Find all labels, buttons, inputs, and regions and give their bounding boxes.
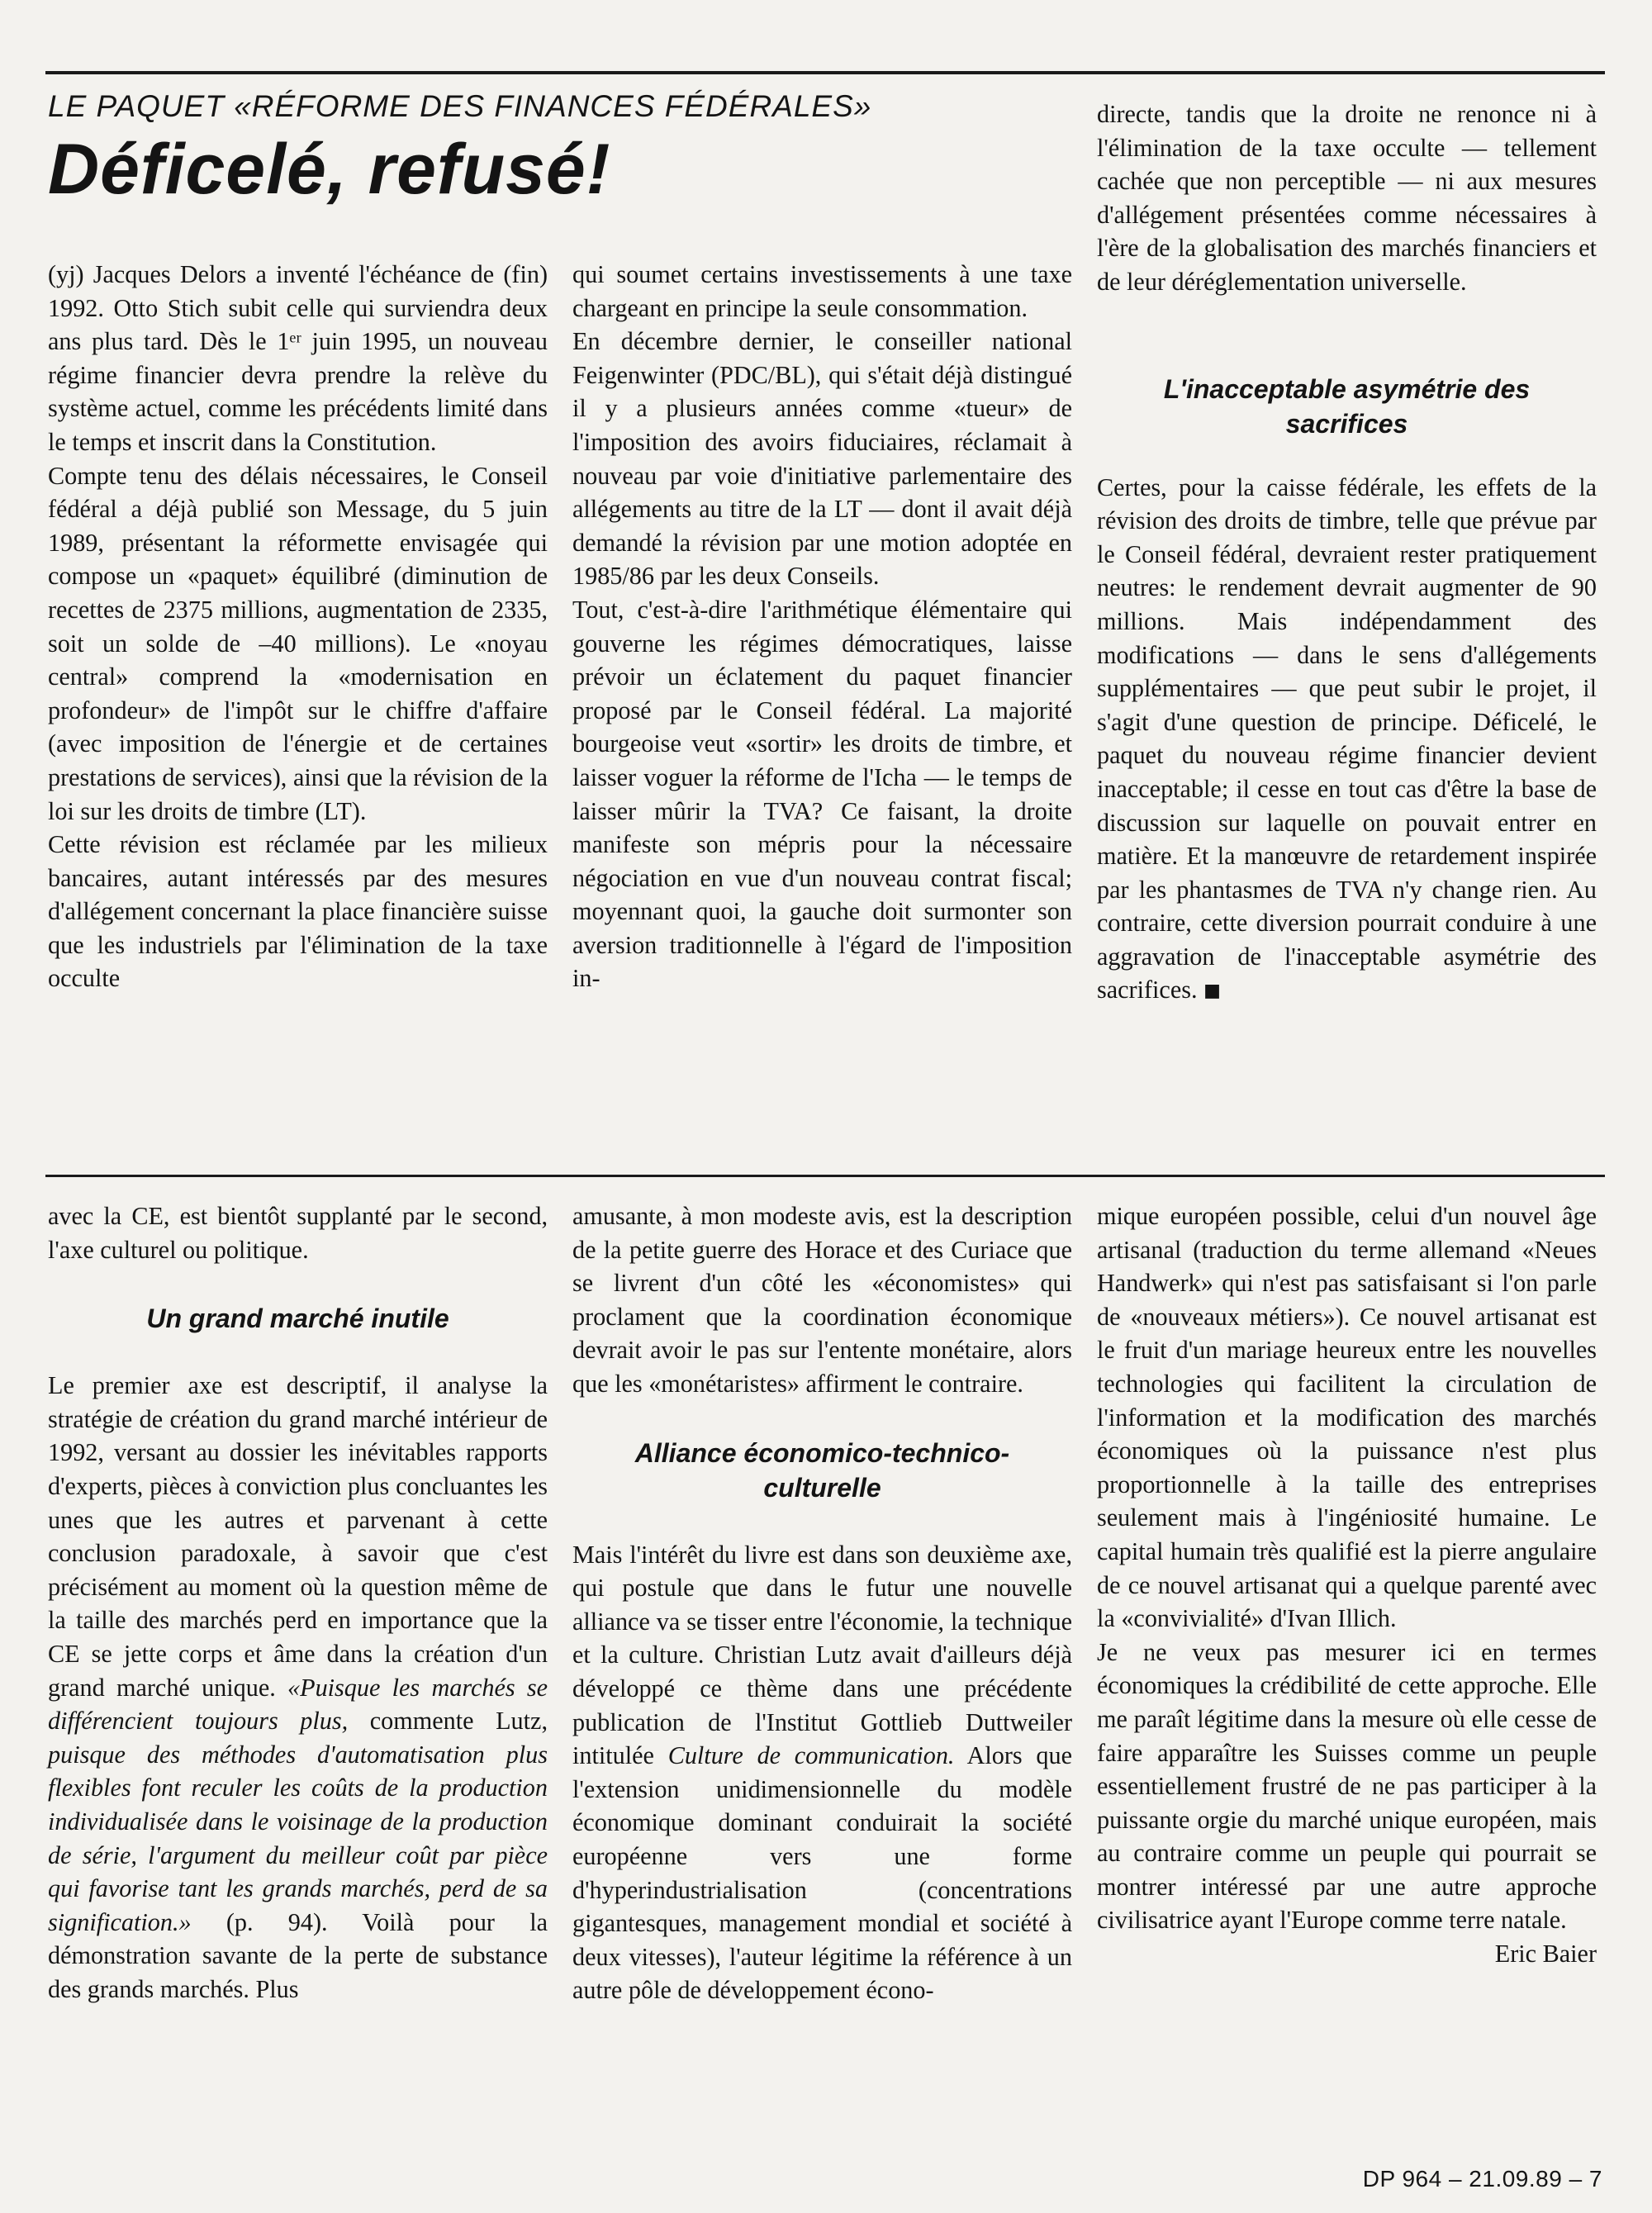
subheading-asymetrie: L'inacceptable asymétrie des sacrifices <box>1163 373 1531 439</box>
paragraph: Compte tenu des délais nécessaires, le Conseil fédéral a déjà publié son Message, du 5 juin 1989, présentant la réformette envisagée qui compose un «paquet» équilibré (diminution de recettes de 2375 millions, augmentation de 2335, soit un solde de –40 millions). Le «noyau central» comprend la «modernisation en profondeur» de l'impôt sur le chiffre d'affaire (avec imposition de l'énergie et de certaines prestations de services), ainsi que la révision de la loi sur les droits de timbre (LT). <box>48 461 548 825</box>
paragraph: amusante, à mon modeste avis, est la description de la petite guerre des Horace et des Curiace que se livrent d'un côté les «économistes» qui proclament que la coordination économique devrait avoir le pas sur l'entente monétaire, alors que les «monétaristes» affirment le contraire. <box>572 1202 1072 1398</box>
paragraph: mique européen possible, celui d'un nouvel âge artisanal (traduction du terme allemand «Neues Handwerk» qui n'est pas satisfaisant si l'on parle de «nouveaux métiers»). Ce nouvel artisanat est le fruit d'un mariage heureux entre les nouvelles technologies qui facilitent la circulation de l'information et la modification des marchés économiques où la puissance n'est plus proportionnelle à la taille des entreprises seulement mais à l'ingéniosité humaine. Le capital humain très qualifié est la pierre angulaire de ce nouvel artisanat qui a quelque parenté avec la «convivialité» d'Ivan Illich. <box>1097 1202 1597 1633</box>
top-column-1 <box>48 258 548 995</box>
bottom-column-2 <box>572 1199 1072 2007</box>
top-column-3 <box>1097 97 1597 1009</box>
top-rule <box>45 71 1605 74</box>
paragraph-text: Le premier axe est descriptif, il analyse la stratégie de création du grand marché intérieur de 1992, versant au dossier les inévitables rapports d'experts, pièces à conviction plus concluantes les unes que les autres et parvenant à cette conclusion paradoxale, à savoir que c'est précisément au moment où la question même de la taille des marchés perd en importance que la CE se jette corps et âme dans la création d'un grand marché unique. <box>48 1371 548 1702</box>
article-kicker: LE PAQUET «RÉFORME DES FINANCES FÉDÉRALES» <box>48 89 872 123</box>
subheading-grand-marche: Un grand marché inutile <box>146 1304 449 1334</box>
paragraph: avec la CE, est bientôt supplanté par le second, l'axe culturel ou politique. <box>48 1202 548 1264</box>
paragraph: En décembre dernier, le conseiller national Feigenwinter (PDC/BL), qui s'était déjà distingué il y a plusieurs années comme «tueur» de l'imposition des avoirs fiduciaires, réclamait à nouveau par voie d'initiative parlementaire des allégements au titre de la LT — dont il avait déjà demandé la révision par une motion adoptée en 1985/86 par les deux Conseils. <box>572 327 1072 591</box>
paragraph-text: Alors que l'extension unidimensionnelle du modèle économique dominant conduirait la société européenne vers une forme d'hyperindustrialisation (concentrations gigantesques, management mondial et société à deux vitesses), l'auteur légitime la référence à un autre pôle de développement écono- <box>572 1741 1072 2005</box>
quote: puisque des méthodes d'automatisation plus flexibles font reculer les coûts de la production individualisée dans le voisinage de la production de série, l'argument du meilleur coût par pièce qui favorise tant les grands marchés, perd de sa signification.» <box>48 1740 548 1936</box>
quote-attribution: commente Lutz, <box>369 1707 548 1736</box>
bottom-column-1 <box>48 1199 548 2006</box>
top-column-2 <box>572 258 1072 995</box>
subheading-alliance: Alliance économico-technico-culturelle <box>634 1437 1010 1503</box>
page-folio: DP 964 – 21.09.89 – 7 <box>1362 2166 1602 2192</box>
paragraph-text: Certes, pour la caisse fédérale, les effets de la révision des droits de timbre, telle que prévue par le Conseil fédéral, devraient rester pratiquement neutres: le rendement devrait augmenter de 90 millions. Mais indépendamment des modifications — dans le sens d'allégements supplémentaires — que peut subir le projet, il s'agit d'une question de principe. Déficelé, le paquet du nouveau régime financier devient inacceptable; il cesse en tout cas d'être la base de discussion sur laquelle on pouvait entrer en matière. Et la manœuvre de retardement inspirée par les phantasmes de TVA n'y change rien. Au contraire, cette diversion pourrait conduire à une aggravation de l'inacceptable asymétrie des sacrifices. <box>1097 473 1597 1004</box>
paragraph-text: (p. 94). Voilà pour la démonstration savante de la perte de substance des grands marchés. Plus <box>48 1907 548 2003</box>
author-signature: Eric Baier <box>1494 1940 1597 1968</box>
paragraph: directe, tandis que la droite ne renonce ni à l'élimination de la taxe occulte — tellement cachée que non perceptible — ni aux mesures d'allégement présentées comme nécessaires à l'ère de la globalisation des marchés financiers et de leur déréglementation universelle. <box>1097 100 1597 296</box>
paragraph <box>48 1369 548 2006</box>
article-headline: Déficelé, refusé! <box>48 130 611 209</box>
quote: «Puisque les marchés se différencient toujours plus, <box>48 1673 548 1736</box>
paragraph: Cette révision est réclamée par les milieux bancaires, autant intéressés par des mesures d'allégement concernant la place financière suisse que les industriels par l'élimination de la taxe occulte <box>48 830 548 993</box>
bottom-column-3 <box>1097 1199 1597 1971</box>
book-title: Culture de communication. <box>667 1741 955 1770</box>
paragraph <box>1097 471 1597 1009</box>
paragraph: Tout, c'est-à-dire l'arithmétique élémentaire qui gouverne les régimes démocratiques, laisse prévoir un éclatement du paquet financier proposé par le Conseil fédéral. La majorité bourgeoise veut «sortir» les droits de timbre, et laisser voguer la réforme de l'Icha — le temps de laisser mûrir la TVA? Ce faisant, la droite manifeste son mépris pour la nécessaire négociation en vue d'un nouveau contrat fiscal; moyennant quoi, la gauche doit surmonter son aversion traditionnelle à l'égard de l'imposition in- <box>572 595 1072 993</box>
paragraph <box>572 1538 1072 2007</box>
paragraph: Je ne veux pas mesurer ici en termes économiques la crédibilité de cette approche. Elle me paraît légitime dans la mesure où elle cesse de faire apparaître les Suisses comme un peuple essentiellement frustré de ne pas participer à la puissante orgie du marché unique européen, mais au contraire comme un peuple qui pourrait se montrer intéressé par une autre approche civilisatrice ayant l'Europe comme terre natale. <box>1097 1637 1597 1935</box>
paragraph: (yj) Jacques Delors a inventé l'échéance de (fin) 1992. Otto Stich subit celle qui surviendra deux ans plus tard. Dès le 1ᵉʳ juin 1995, un nouveau régime financier devra prendre la relève du système actuel, comme les précédents limité dans le temps et inscrit dans la Constitution. <box>48 260 548 456</box>
paragraph: qui soumet certains investissements à une taxe chargeant en principe la seule consommation. <box>572 260 1072 322</box>
section-rule <box>45 1175 1605 1177</box>
paragraph-text: Mais l'intérêt du livre est dans son deuxième axe, qui postule que dans le futur une nouvelle alliance va se tisser entre l'économie, la technique et la culture. Christian Lutz avait d'ailleurs déjà développé ce thème dans une précédente publication de l'Institut Gottlieb Duttweiler intitulée <box>572 1540 1072 1770</box>
end-mark-icon: ■ <box>1203 981 1221 1002</box>
